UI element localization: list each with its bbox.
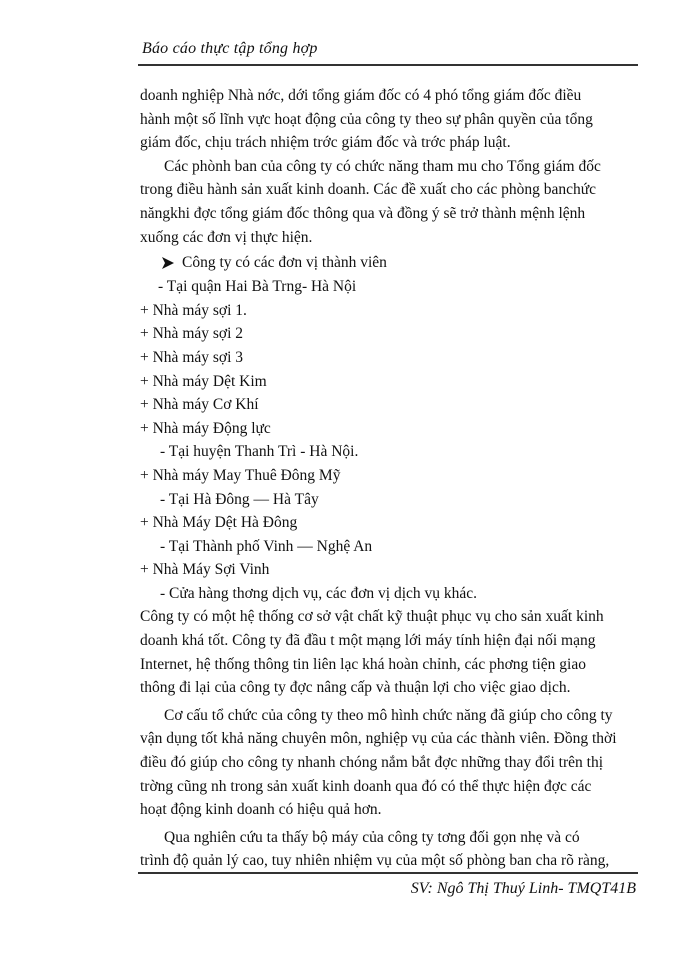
- text-line: xuống các đơn vị thực hiện.: [140, 228, 313, 246]
- text-line: hoạt động kinh doanh có hiệu quả hơn.: [140, 801, 382, 819]
- text-line: trờng cũng nh trong sản xuất kinh doanh qua đó có thể thực hiện đợc các: [140, 777, 592, 795]
- paragraph-departments: [140, 155, 636, 249]
- list-item: - Tại huyện Thanh Trì - Hà Nội.: [160, 443, 359, 461]
- list-item: + Nhà máy Dệt Kim: [140, 372, 267, 390]
- text-line: doanh nghiệp Nhà nớc, dới tổng giám đốc có 4 phó tổng giám đốc điều: [140, 87, 582, 104]
- text-line: điều đó giúp cho công ty nhanh chóng nắm bắt đợc những thay đổi trên thị: [140, 754, 603, 772]
- paragraph-structure: [140, 704, 636, 822]
- text-line: trong điều hành sản xuất kinh doanh. Các đề xuất cho các phòng banchức: [140, 181, 597, 199]
- text-line: giám đốc, chịu trách nhiệm trớc giám đốc và trớc pháp luật.: [140, 134, 511, 152]
- list-item: + Nhà máy Động lực: [140, 419, 271, 437]
- text-line: Qua nghiên cứu ta thấy bộ máy của công ty tơng đối gọn nhẹ và có: [164, 828, 580, 846]
- text-line: Internet, hệ thống thông tin liên lạc khá hoàn chỉnh, các phơng tiện giao: [140, 655, 586, 673]
- list-item: + Nhà máy Cơ Khí: [140, 396, 259, 414]
- text-line: doanh khá tốt. Công ty đã đầu t một mạng lới máy tính hiện đại nối mạng: [140, 632, 596, 650]
- text-line: hành một số lĩnh vực hoạt động của công ty theo sự phân quyền của tổng: [140, 110, 593, 128]
- text-line: Công ty có một hệ thống cơ sở vật chất kỹ thuật phục vụ cho sản xuất kinh: [140, 608, 604, 626]
- list-item: - Cửa hàng thơng dịch vụ, các đơn vị dịch vụ khác.: [160, 584, 478, 602]
- text-line: Các phònh ban của công ty có chức năng tham mu cho Tổng giám đốc: [164, 157, 601, 175]
- text-line: trình độ quản lý cao, tuy nhiên nhiệm vụ của một số phòng ban cha rõ ràng,: [140, 852, 610, 870]
- list-item: + Nhà máy sợi 2: [140, 325, 244, 343]
- paragraph-assessment: [140, 826, 636, 873]
- list-item: + Nhà máy sợi 3: [140, 348, 244, 366]
- list-heading: Công ty có các đơn vị thành viên: [182, 254, 387, 272]
- arrow-bullet-icon: [160, 255, 176, 271]
- list-item: - Tại Hà Đông — Hà Tây: [160, 490, 319, 508]
- page-header: Báo cáo thực tập tổng hợp: [142, 40, 318, 57]
- page-body: [140, 84, 636, 873]
- member-units-list: [140, 275, 636, 605]
- text-line: năngkhi đợc tổng giám đốc thông qua và đồng ý sẽ trở thành mệnh lệnh: [140, 204, 586, 222]
- text-line: thông đi lại của công ty đợc nâng cấp và thuận lợi cho việc giao dịch.: [140, 679, 571, 697]
- paragraph-continuation: [140, 84, 636, 155]
- paragraph-facilities: [140, 605, 636, 699]
- list-item: + Nhà Máy Sợi Vinh: [140, 561, 270, 579]
- member-units-heading: [140, 251, 636, 275]
- list-item: + Nhà Máy Dệt Hà Đông: [140, 514, 298, 532]
- page-footer: SV: Ngô Thị Thuý Linh- TMQT41B: [410, 880, 636, 897]
- list-item: + Nhà máy sợi 1.: [140, 301, 247, 319]
- text-line: Cơ cấu tổ chức của công ty theo mô hình chức năng đã giúp cho công ty: [164, 706, 613, 724]
- list-item: + Nhà máy May Thuê Đông Mỹ: [140, 466, 341, 484]
- header-rule: [138, 64, 638, 66]
- list-item: - Tại Thành phố Vinh — Nghệ An: [160, 537, 373, 555]
- list-item: - Tại quận Hai Bà Trng- Hà Nội: [158, 278, 357, 296]
- text-line: vận dụng tốt khả năng chuyên môn, nghiệp vụ của các thành viên. Đồng thời: [140, 730, 617, 748]
- footer-rule: [138, 872, 638, 874]
